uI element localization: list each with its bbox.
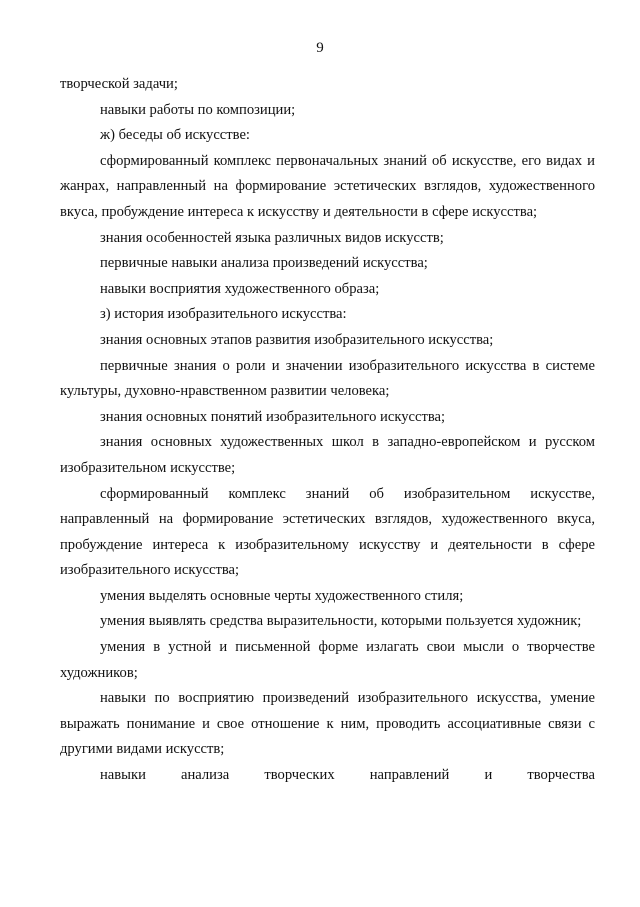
paragraph: умения в устной и письменной форме излагать свои мысли о творчестве художников; [60, 639, 595, 681]
paragraph: навыки работы по композиции; [100, 101, 296, 118]
paragraph: знания основных художественных школ в западно-европейском и русском изобразительном искусстве; [60, 434, 595, 476]
page-body [60, 72, 595, 789]
paragraph: навыки анализа творческих направлений и творчества [100, 767, 595, 784]
paragraph: сформированный комплекс первоначальных знаний об искусстве, его видах и жанрах, направленный на формирование эстетических взглядов, художественного вкуса, пробуждение интереса к искусству и деятельности в сфере искусства; [60, 152, 595, 220]
paragraph: первичные знания о роли и значении изобразительного искусства в системе культуры, духовно-нравственном развитии человека; [60, 357, 595, 400]
paragraph: знания особенностей языка различных видов искусств; [100, 229, 444, 246]
paragraph: творческой задачи; [60, 76, 178, 92]
paragraph: первичные навыки анализа произведений искусства; [100, 255, 428, 272]
paragraph: умения выделять основные черты художественного стиля; [100, 587, 464, 604]
paragraph: знания основных понятий изобразительного искусства; [100, 408, 446, 425]
paragraph: навыки восприятия художественного образа; [100, 280, 380, 297]
paragraph: умения выявлять средства выразительности, которыми пользуется художник; [100, 613, 582, 630]
paragraph: ж) беседы об искусстве: [100, 127, 250, 144]
paragraph: з) история изобразительного искусства: [100, 306, 347, 323]
paragraph: навыки по восприятию произведений изобразительного искусства, умение выражать понимание и свое отношение к ним, проводить ассоциативные связи с другими видами искусств; [60, 690, 595, 758]
page-number: 9 [316, 40, 324, 56]
paragraph: знания основных этапов развития изобразительного искусства; [100, 331, 494, 348]
paragraph: сформированный комплекс знаний об изобразительном искусстве, направленный на формирование эстетических взглядов, художественного вкуса, пробуждение интереса к изобразительному искусству и деятельности в сфере изобразительного искусства; [60, 485, 595, 579]
